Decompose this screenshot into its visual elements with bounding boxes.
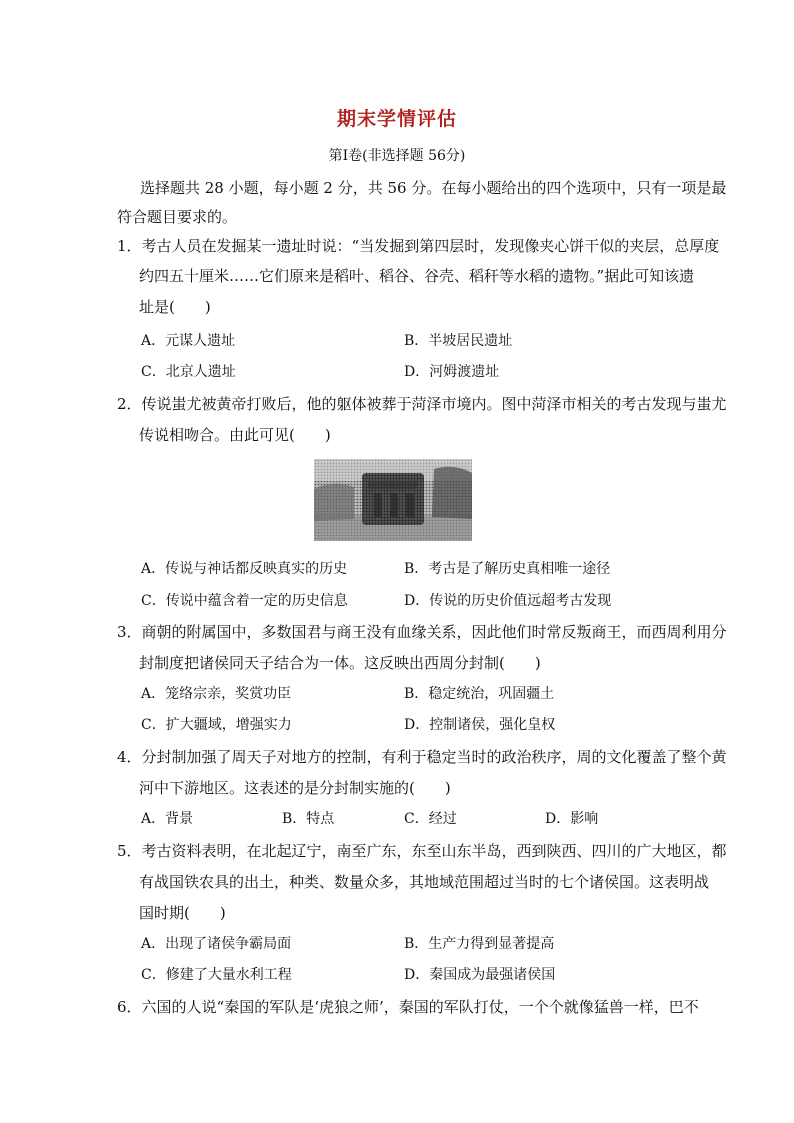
question-5-text: 国时期( ): [139, 904, 226, 922]
intro-line: 选择题共 28 小题，每小题 2 分，共 56 分。在每小题给出的四个选项中，只有一项是最: [140, 179, 727, 197]
question-3-option-d[interactable]: D．控制诸侯，强化皇权: [404, 717, 556, 733]
question-1-text: 约四五十厘米……它们原来是稻叶、稻谷、谷壳、稻秆等水稻的遗物。”据此可知该遗: [139, 267, 695, 285]
intro-line: 符合题目要求的。: [117, 208, 238, 226]
question-4-text: 河中下游地区。这表述的是分封制实施的( ): [139, 779, 451, 797]
question-2-option-d[interactable]: D．传说的历史价值远超考古发现: [404, 593, 612, 609]
question-2-text: 2．传说蚩尤被黄帝打败后，他的躯体被葬于菏泽市境内。图中菏泽市相关的考古发现与蚩尤: [117, 395, 727, 413]
question-2-option-c[interactable]: C．传说中蕴含着一定的历史信息: [141, 593, 348, 609]
question-3-option-c[interactable]: C．扩大疆域，增强实力: [141, 717, 292, 733]
question-4-option-c[interactable]: C．经过: [404, 811, 457, 827]
question-3-option-a[interactable]: A．笼络宗亲，奖赏功臣: [141, 686, 292, 702]
question-6-text: 6．六国的人说“秦国的军队是‘虎狼之师’，秦国的军队打仗，一个个就像猛兽一样，巴不: [117, 998, 699, 1016]
question-1-text: 址是( ): [139, 298, 211, 316]
question-2-text: 传说相吻合。由此可见( ): [139, 426, 331, 444]
question-2-option-b[interactable]: B．考古是了解历史真相唯一途径: [404, 561, 611, 577]
question-1-option-a[interactable]: A．元谋人遗址: [141, 333, 236, 349]
question-3-text: 封制度把诸侯同天子结合为一体。这反映出西周分封制( ): [139, 654, 541, 672]
question-1-option-d[interactable]: D．河姆渡遗址: [404, 364, 500, 380]
question-5-option-a[interactable]: A．出现了诸侯争霸局面: [141, 936, 292, 952]
archaeological-photo: [314, 459, 472, 541]
question-5-text: 有战国铁农具的出土，种类、数量众多，其地域范围超过当时的七个诸侯国。这表明战: [139, 873, 710, 891]
question-5-text: 5．考古资料表明，在北起辽宁，南至广东，东至山东半岛，西到陕西、四川的广大地区，都: [117, 842, 727, 860]
question-1-option-b[interactable]: B．半坡居民遗址: [404, 333, 513, 349]
section-subtitle: 第Ⅰ卷(非选择题 56分): [328, 148, 466, 164]
page-title: 期末学情评估: [336, 108, 457, 130]
question-1-text: 1．考古人员在发掘某一遗址时说：“当发掘到第四层时，发现像夹心饼干似的夹层，总厚度: [117, 237, 720, 255]
question-5-option-d[interactable]: D．秦国成为最强诸侯国: [404, 967, 556, 983]
question-3-option-b[interactable]: B．稳定统治，巩固疆土: [404, 686, 555, 702]
question-5-option-c[interactable]: C．修建了大量水利工程: [141, 967, 292, 983]
question-2-option-a[interactable]: A．传说与神话都反映真实的历史: [141, 561, 348, 577]
question-4-option-d[interactable]: D．影响: [545, 811, 599, 827]
question-3-text: 3．商朝的附属国中，多数国君与商王没有血缘关系，因此他们时常反叛商王，而西周利用分: [117, 623, 727, 641]
question-4-option-b[interactable]: B．特点: [282, 811, 335, 827]
question-4-text: 4．分封制加强了周天子对地方的控制，有利于稳定当时的政治秩序，周的文化覆盖了整个黄: [117, 748, 727, 766]
question-4-option-a[interactable]: A．背景: [141, 811, 194, 827]
question-1-option-c[interactable]: C．北京人遗址: [141, 364, 236, 380]
question-5-option-b[interactable]: B．生产力得到显著提高: [404, 936, 555, 952]
